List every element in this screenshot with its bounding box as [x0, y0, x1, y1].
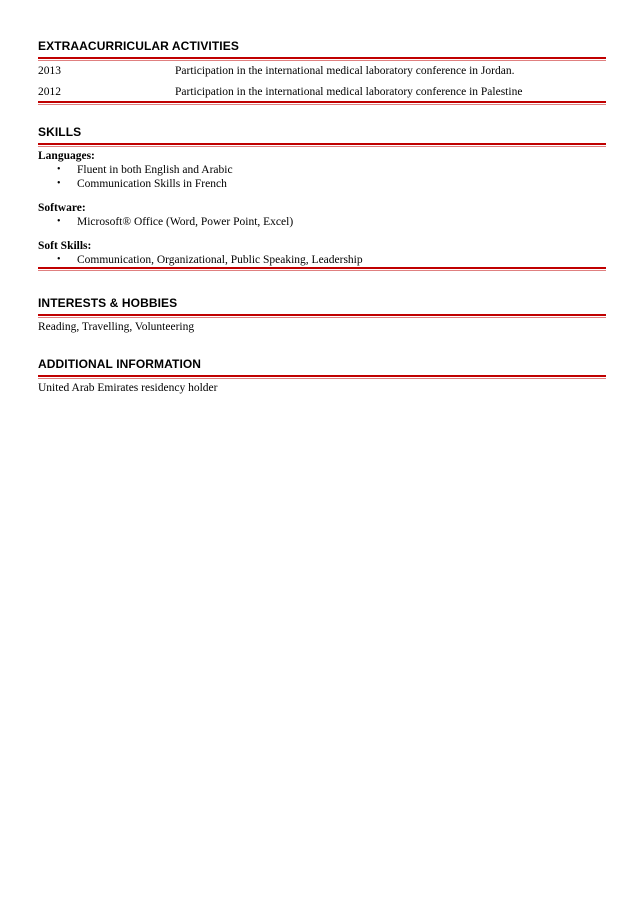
interests-text: Reading, Travelling, Volunteering	[38, 321, 195, 333]
section-heading-extracurricular: EXTRAACURRICULAR ACTIVITIES	[38, 39, 239, 53]
list-item-text: Communication, Organizational, Public Speaking, Leadership	[77, 254, 363, 266]
activity-row	[38, 64, 606, 78]
activity-year: 2012	[38, 86, 61, 98]
bullet-icon: •	[57, 254, 61, 265]
activity-description: Participation in the international medical laboratory conference in Palestine	[175, 86, 523, 98]
skills-section	[38, 125, 606, 271]
activity-year: 2013	[38, 65, 61, 77]
section-rule-bottom-light	[38, 104, 606, 105]
list-item-text: Communication Skills in French	[77, 178, 227, 190]
section-heading-interests: INTERESTS & HOBBIES	[38, 296, 178, 310]
activity-description: Participation in the international medical laboratory conference in Jordan.	[175, 65, 515, 77]
section-heading-additional: ADDITIONAL INFORMATION	[38, 357, 202, 371]
activity-row	[38, 85, 606, 99]
list-item	[38, 177, 606, 191]
section-rule-bottom-light	[38, 270, 606, 271]
soft-skills-label: Soft Skills:	[38, 240, 92, 252]
languages-label: Languages:	[38, 150, 95, 162]
bullet-icon: •	[57, 216, 61, 227]
list-item	[38, 163, 606, 177]
list-item-text: Fluent in both English and Arabic	[77, 164, 233, 176]
additional-text: United Arab Emirates residency holder	[38, 382, 218, 394]
list-item	[38, 215, 606, 229]
software-label: Software:	[38, 202, 86, 214]
extracurricular-section	[38, 39, 606, 105]
interests-section	[38, 296, 606, 334]
additional-section	[38, 357, 606, 395]
list-item	[38, 253, 606, 267]
section-heading-skills: SKILLS	[38, 125, 82, 139]
list-item-text: Microsoft® Office (Word, Power Point, Excel)	[77, 216, 294, 228]
bullet-icon: •	[57, 178, 61, 189]
bullet-icon: •	[57, 164, 61, 175]
